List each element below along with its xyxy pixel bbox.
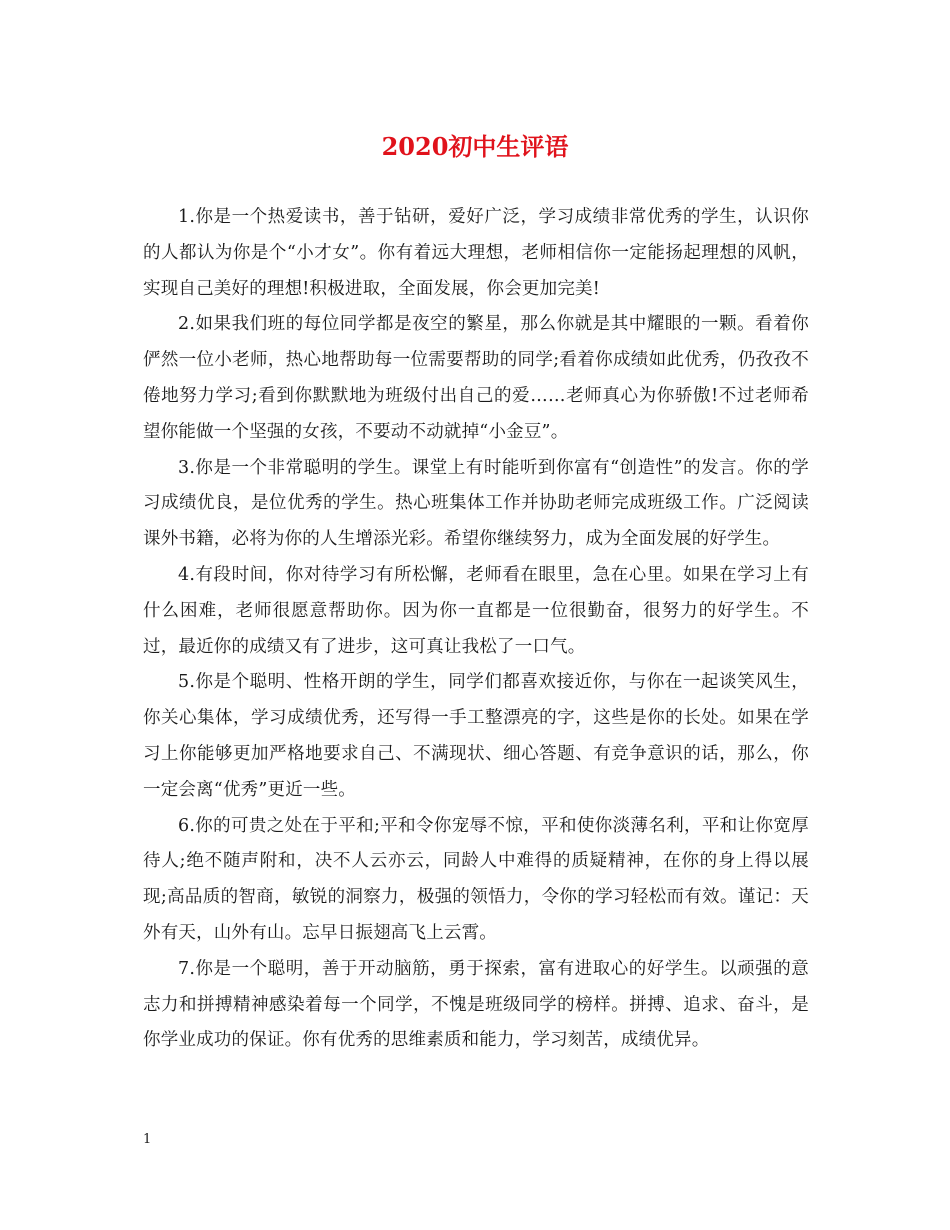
paragraph-6: 6.你的可贵之处在于平和;平和令你宠辱不惊，平和使你淡薄名利，平和让你宽厚待人;绝不随声附和，决不人云亦云，同龄人中难得的质疑精神，在你的身上得以展现;高品质的智商，敏锐的洞察力，极强的领悟力，令你的学习轻松而有效。谨记：天外有天，山外有山。忘早日振翅高飞上云霄。 <box>143 815 809 943</box>
document-body <box>143 200 809 1059</box>
paragraph-7: 7.你是一个聪明，善于开动脑筋，勇于探索，富有进取心的好学生。以顽强的意志力和拼搏精神感染着每一个同学，不愧是班级同学的榜样。拼搏、追求、奋斗，是你学业成功的保证。你有优秀的思维素质和能力，学习刻苦，成绩优异。 <box>143 958 809 1051</box>
paragraph-4: 4.有段时间，你对待学习有所松懈，老师看在眼里，急在心里。如果在学习上有什么困难，老师很愿意帮助你。因为你一直都是一位很勤奋，很努力的好学生。不过，最近你的成绩又有了进步，这可真让我松了一口气。 <box>143 564 809 657</box>
paragraph-3: 3.你是一个非常聪明的学生。课堂上有时能听到你富有“创造性”的发言。你的学习成绩优良，是位优秀的学生。热心班集体工作并协助老师完成班级工作。广泛阅读课外书籍，必将为你的人生增添光彩。希望你继续努力，成为全面发展的好学生。 <box>143 457 809 550</box>
paragraph-5: 5.你是个聪明、性格开朗的学生，同学们都喜欢接近你，与你在一起谈笑风生，你关心集体，学习成绩优秀，还写得一手工整漂亮的字，这些是你的长处。如果在学习上你能够更加严格地要求自己、不满现状、细心答题、有竞争意识的话，那么，你一定会离“优秀”更近一些。 <box>143 672 809 800</box>
page-number: 1 <box>143 1132 152 1147</box>
paragraph-1: 1.你是一个热爱读书，善于钻研，爱好广泛，学习成绩非常优秀的学生，认识你的人都认为你是个“小才女”。你有着远大理想，老师相信你一定能扬起理想的风帆，实现自己美好的理想!积极进取，全面发展，你会更加完美! <box>143 207 809 299</box>
document-title: 2020初中生评语 <box>381 132 569 161</box>
paragraph-2: 2.如果我们班的每位同学都是夜空的繁星，那么你就是其中耀眼的一颗。看着你俨然一位小老师，热心地帮助每一位需要帮助的同学;看着你成绩如此优秀，仍孜孜不倦地努力学习;看到你默默地为班级付出自己的爱……老师真心为你骄傲!不过老师希望你能做一个坚强的女孩，不要动不动就掉“小金豆”。 <box>143 314 809 442</box>
